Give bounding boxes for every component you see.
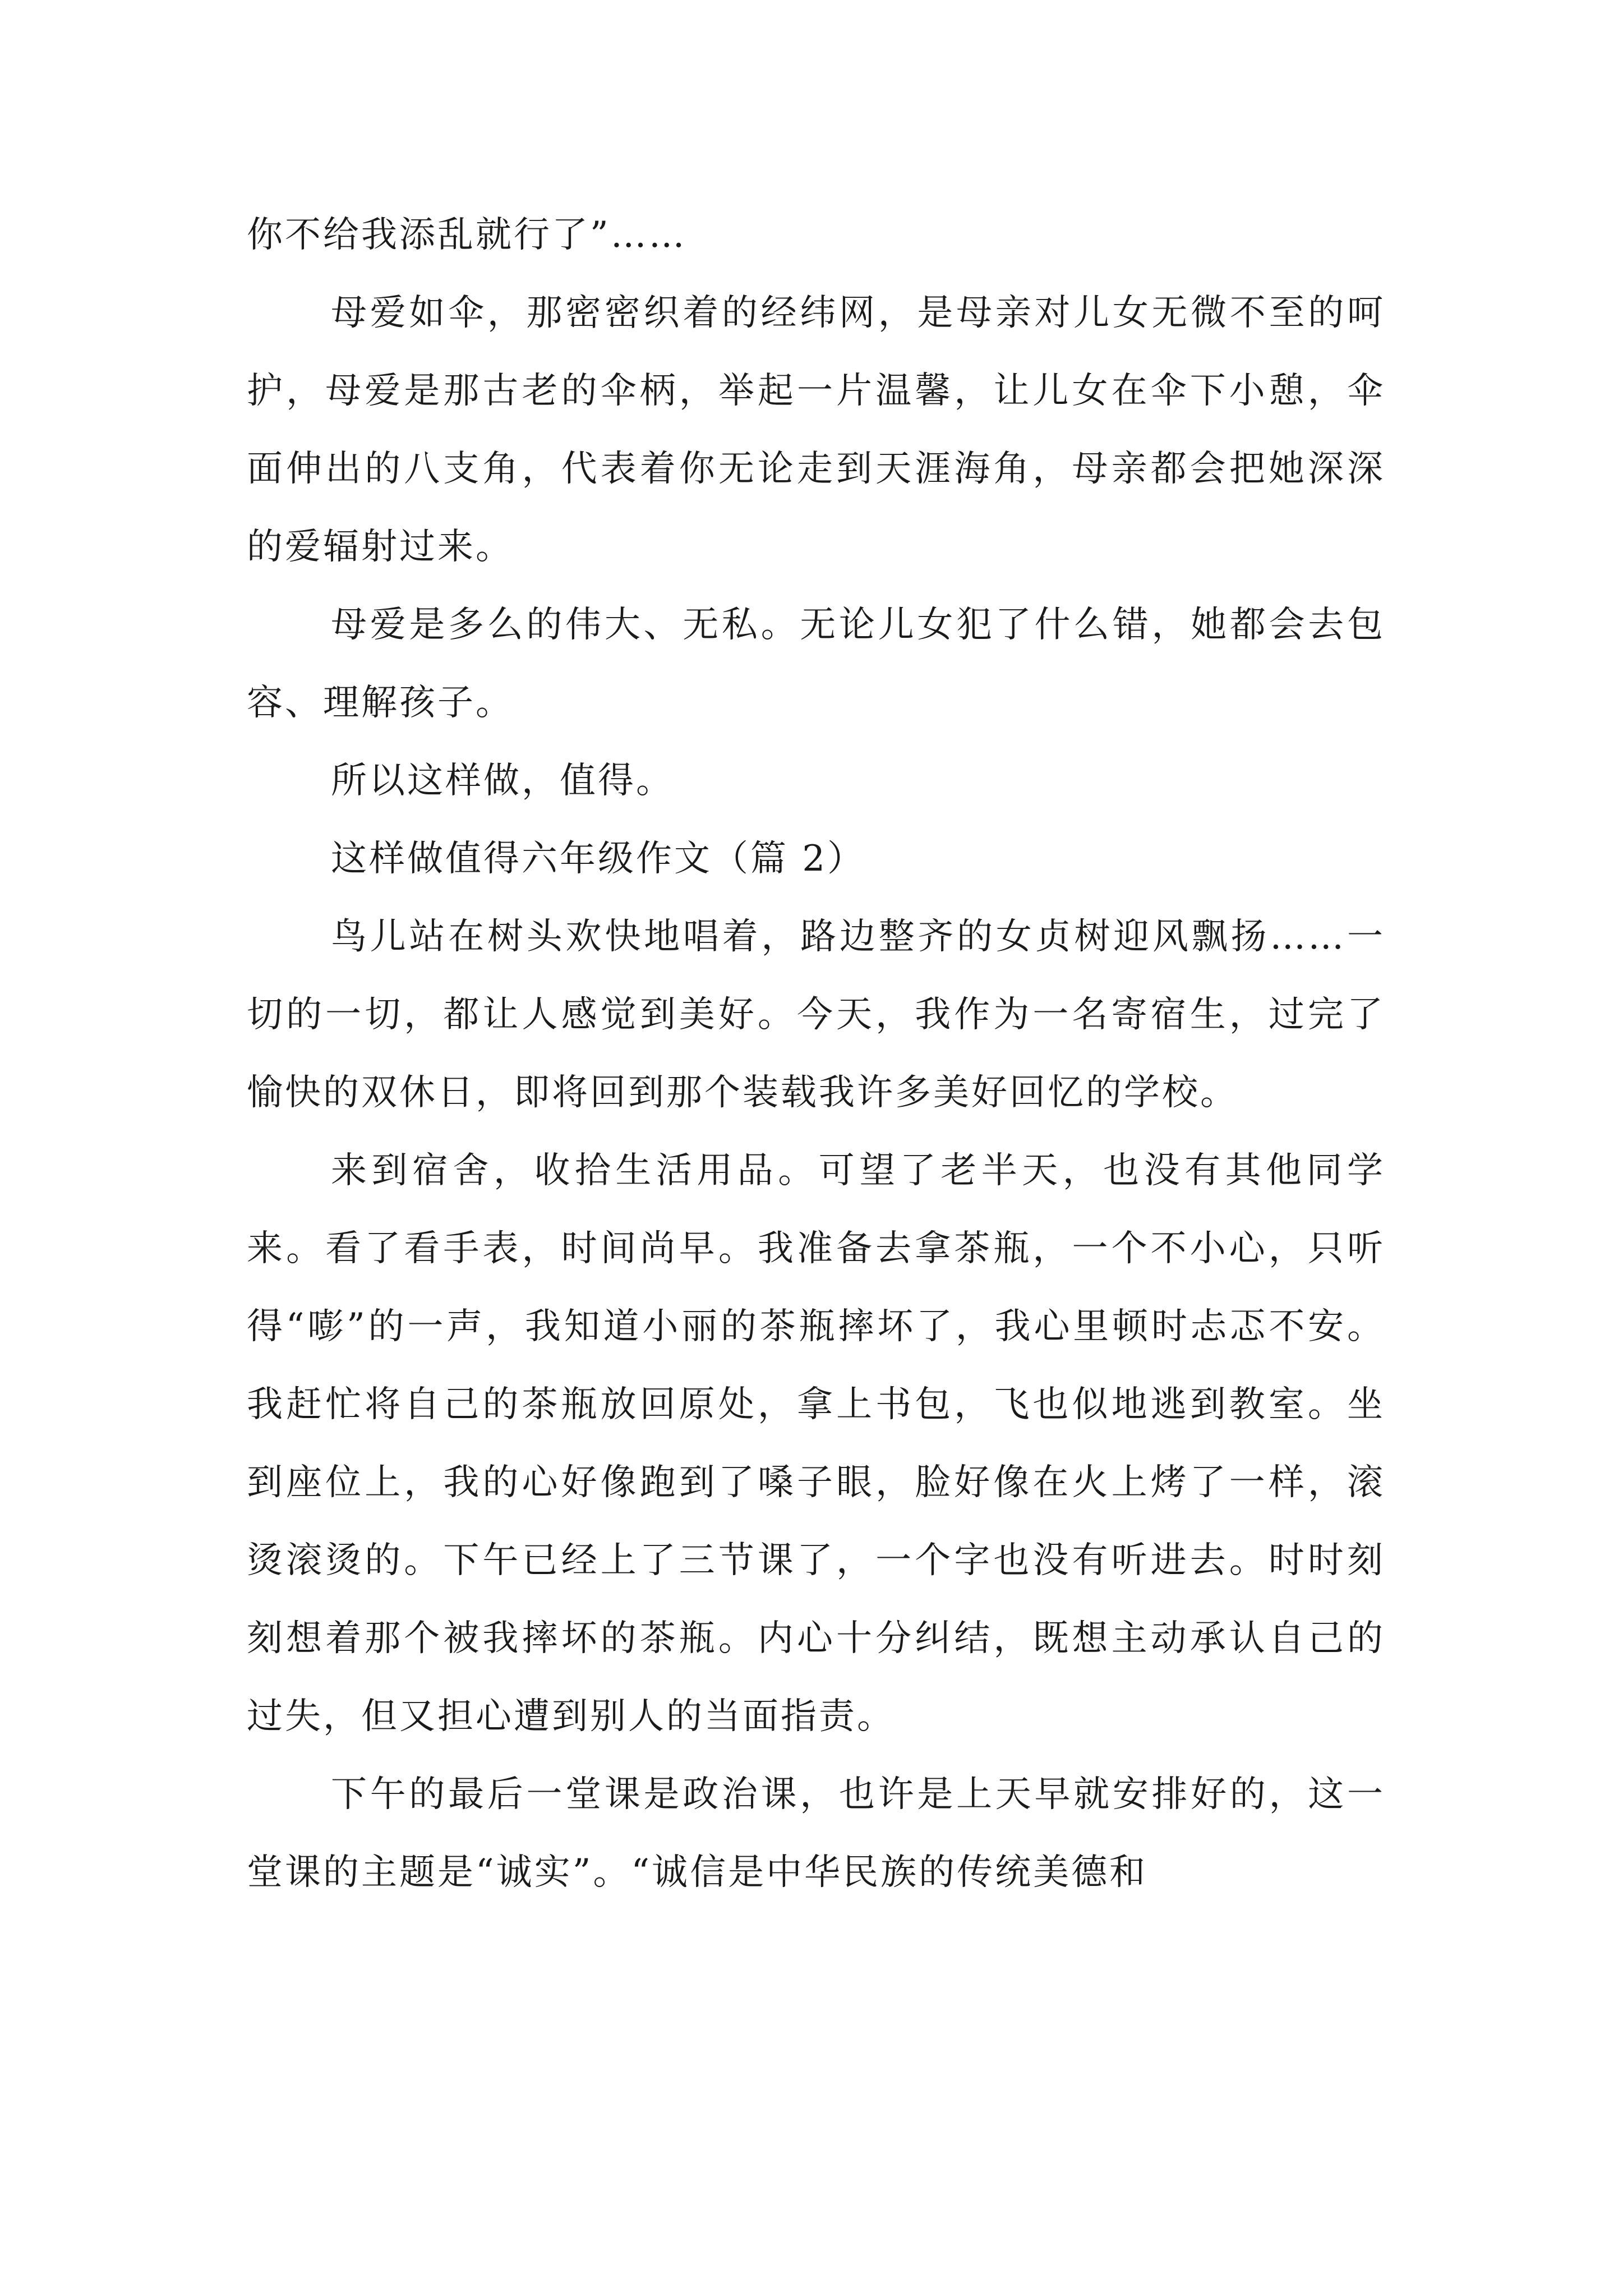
paragraph: 来到宿舍，收拾生活用品。可望了老半天，也没有其他同学来。看了看手表，时间尚早。我准备去拿茶瓶，一个不小心，只听得“嘭”的一声，我知道小丽的茶瓶摔坏了，我心里顿时忐忑不安。我赶忙将自己的茶瓶放回原处，拿上书包，飞也似地逃到教室。坐到座位上，我的心好像跑到了嗓子眼，脸好像在火上烤了一样，滚烫滚烫的。下午已经上了三节课了，一个字也没有听进去。时时刻刻想着那个被我摔坏的茶瓶。内心十分纠结，既想主动承认自己的过失，但又担心遭到别人的当面指责。 <box>247 1150 1385 1737</box>
paragraph: 鸟儿站在树头欢快地唱着，路边整齐的女贞树迎风飘扬……一切的一切，都让人感觉到美好。今天，我作为一名寄宿生，过完了愉快的双休日，即将回到那个装载我许多美好回忆的学校。 <box>247 916 1385 1114</box>
paragraph: 母爱是多么的伟大、无私。无论儿女犯了什么错，她都会去包容、理解孩子。 <box>247 604 1385 724</box>
paragraph: 母爱如伞，那密密织着的经纬网，是母亲对儿女无微不至的呵护，母爱是那古老的伞柄，举起一片温馨，让儿女在伞下小憩，伞面伸出的八支角，代表着你无论走到天涯海角，母亲都会把她深深的爱辐射过来。 <box>247 292 1385 568</box>
section-heading: 这样做值得六年级作文（篇 2） <box>331 838 866 880</box>
paragraph: 所以这样做，值得。 <box>331 760 674 802</box>
document-body <box>247 196 1385 1912</box>
paragraph: 你不给我添乱就行了”…… <box>247 214 687 256</box>
paragraph: 下午的最后一堂课是政治课，也许是上天早就安排好的，这一堂课的主题是“诚实”。“诚信是中华民族的传统美德和 <box>247 1774 1385 1893</box>
